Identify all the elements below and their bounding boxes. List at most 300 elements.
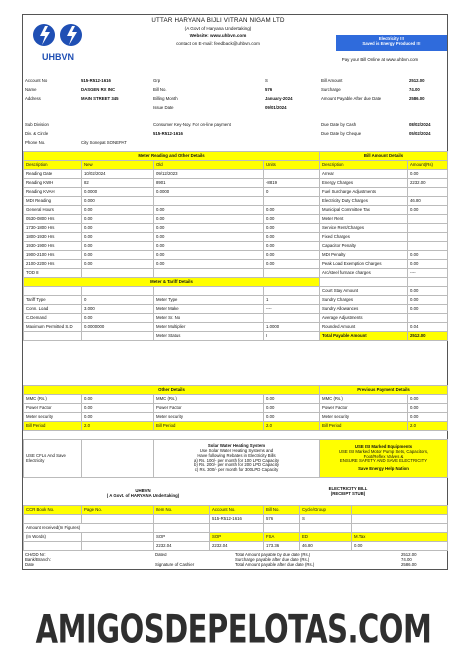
tariff-row	[24, 296, 448, 305]
account-row	[23, 104, 447, 113]
meter-row-cell: 8901	[154, 179, 264, 188]
other-row-cell: Meter security	[24, 413, 82, 422]
other-details-title: Other Details	[24, 386, 320, 395]
meter-row-cell	[82, 269, 154, 278]
other-row-cell: 0.00	[408, 413, 448, 422]
due-lines	[233, 553, 399, 568]
meter-row-cell: Fuel Surcharge Adjustments	[320, 188, 408, 197]
due-cash-label: Due Date by Cash	[321, 122, 357, 128]
charge-header: FSA	[264, 533, 300, 542]
other-row	[24, 413, 448, 422]
meter-row-cell	[408, 242, 448, 251]
meter-row-cell	[154, 197, 264, 206]
stub-footer-table	[23, 553, 447, 568]
due-value: 74.00	[401, 556, 412, 562]
charge-header: SOP	[210, 533, 264, 542]
stub-header-row	[24, 506, 448, 515]
meter-row-cell: Arrear	[320, 170, 408, 179]
stub-bill-value: 576	[264, 515, 300, 524]
sub-division-label: Sub Division	[25, 122, 49, 128]
consumer-key-value: 515-R512-1616	[153, 131, 183, 137]
tariff-row	[24, 332, 448, 341]
stub-amount-row	[24, 524, 448, 533]
tariff-row-cell: Average Adjustments	[320, 314, 408, 323]
other-row-cell: 0.00	[82, 395, 154, 404]
meter-row-cell: Reading Date	[24, 170, 82, 179]
other-row-cell: Power Factor	[154, 404, 264, 413]
meter-row-cell: Municipal Committee Tax	[320, 206, 408, 215]
solar-line: a) Rs. 100/- per month for 100 LPD Capacity	[193, 457, 280, 463]
meter-row-cell: 2232.00	[408, 179, 448, 188]
account-value: 515-R512-1616	[81, 78, 111, 84]
solar-notice	[154, 440, 320, 478]
tariff-row-cell: 2512.00	[408, 332, 448, 341]
meter-row-cell: 0.00	[408, 206, 448, 215]
meter-row-cell: 0.00	[154, 233, 264, 242]
meter-row-cell: 0.0000	[154, 188, 264, 197]
meter-row-cell: Capacitor Penalty	[320, 242, 408, 251]
empty-cell	[151, 139, 263, 148]
empty-cell	[154, 515, 210, 524]
empty-cell	[23, 104, 79, 113]
other-row-cell: 0.00	[408, 404, 448, 413]
tariff-row	[24, 323, 448, 332]
meter-row-cell: 0.00	[264, 242, 320, 251]
other-details-table	[23, 385, 448, 431]
stub-col-header: Bill No.	[264, 506, 300, 515]
col-header: Description	[24, 161, 82, 170]
meter-row-cell: Electricity Duty Charges	[320, 197, 408, 206]
charge-value: 2232.04	[154, 542, 210, 551]
meter-row-cell: 0.00	[264, 206, 320, 215]
charge-value: 173.36	[264, 542, 300, 551]
bank-label: Bank/Branch:	[25, 556, 51, 562]
col-header: Old	[154, 161, 264, 170]
bill-section-title: Bill Amount Details	[320, 152, 448, 161]
tariff-row-cell: Sundry Allowances	[320, 305, 408, 314]
tariff-row-cell: Meter Multiplier	[154, 323, 264, 332]
meter-row-cell	[154, 269, 264, 278]
company-name: UTTAR HARYANA BIJLI VITRAN NIGAM LTD	[151, 17, 285, 24]
cashier-block	[153, 553, 233, 568]
due-line: Total Amount payable after due date (Rs.)	[235, 561, 315, 567]
other-row-cell: 2.0	[408, 422, 448, 431]
meter-row-cell: 0.00	[82, 233, 154, 242]
empty-cell	[407, 139, 447, 148]
charge-header: ED	[300, 533, 352, 542]
meter-row-cell: 0.00	[82, 251, 154, 260]
stub-col-header: Account No.	[210, 506, 264, 515]
other-row-cell: 0.00	[264, 404, 320, 413]
other-row-cell: 2.0	[264, 422, 320, 431]
due-values	[399, 553, 447, 568]
tariff-row-cell	[24, 332, 82, 341]
meter-row-cell: 0.0000	[82, 188, 154, 197]
meter-row-cell: Reading KWH	[24, 179, 82, 188]
other-row-cell: 2.0	[82, 422, 154, 431]
billing-month-value: January-2024	[265, 96, 293, 102]
meter-row-cell: 0.00	[82, 260, 154, 269]
other-row-cell: 0.00	[408, 395, 448, 404]
tariff-row-cell: 0.0000000	[82, 323, 154, 332]
tariff-row-cell: 0.00	[408, 287, 448, 296]
other-row-cell: MMC (Rs.)	[320, 395, 408, 404]
solar-title: Solar Water Heating System	[207, 442, 266, 448]
stub-receipt-sub: (RECEIPT STUB)	[330, 490, 366, 496]
payment-details	[23, 553, 153, 568]
meter-section-title: Meter Reading and Other Details	[24, 152, 320, 161]
meter-row-cell: 0.00	[408, 251, 448, 260]
meter-row-cell: 0.00	[264, 251, 320, 260]
stub-footer-row	[23, 553, 447, 568]
meter-row	[24, 242, 448, 251]
other-row-cell: 0.00	[82, 413, 154, 422]
meter-row-cell	[408, 188, 448, 197]
meter-row-cell: 0.00	[154, 206, 264, 215]
division-table	[23, 121, 447, 148]
after-due-value: 2586.00	[409, 96, 425, 102]
empty-cell	[263, 139, 319, 148]
tariff-row-cell: 0.04	[408, 323, 448, 332]
tariff-row-cell: 0.00	[82, 314, 154, 323]
meter-row-cell: 1900-2100 Hrs	[24, 251, 82, 260]
tariff-section-title: Meter & Tariff Details	[24, 278, 320, 287]
meter-row-cell: Peak Load Exemption Charges	[320, 260, 408, 269]
stub-receipt	[313, 487, 383, 497]
empty-cell	[352, 515, 448, 524]
meter-row-cell: General Hours	[24, 206, 82, 215]
cfl-notice: USE CFLs And Save Electricity	[24, 440, 82, 478]
division-row	[23, 139, 447, 148]
tariff-row-cell: 1	[264, 296, 320, 305]
tariff-row-cell: Meter Type	[154, 296, 264, 305]
charge-value: 2232.04	[210, 542, 264, 551]
meter-row-cell: 0.00	[264, 260, 320, 269]
isi-notice	[320, 440, 448, 478]
other-row-cell: Power Factor	[24, 404, 82, 413]
other-row-cell: Meter security	[154, 413, 264, 422]
meter-row-cell: 0.00	[82, 215, 154, 224]
meter-row-cell: Energy Charges	[320, 179, 408, 188]
meter-row-cell: Service Rent/Charges	[320, 224, 408, 233]
due-value: 2586.00	[401, 561, 417, 567]
empty-cell	[79, 121, 151, 130]
division-label: Div. & Circle	[25, 131, 49, 137]
billing-month-label: Billing Month	[153, 96, 178, 102]
dated-label: Dated	[155, 553, 167, 557]
banner-line-1: Electricity !!!	[378, 36, 405, 41]
meter-row-cell: 0.00	[408, 260, 448, 269]
isi-line: USE ISI Marked Motor Pump Sets, Capacitors,	[338, 448, 429, 454]
amount-received-label: Amount received(In Figures)	[24, 524, 154, 533]
meter-row-cell: 0.00	[408, 170, 448, 179]
isi-title: USE ISI Marked Equipments	[354, 443, 413, 449]
meter-row-cell: TOD 8	[24, 269, 82, 278]
stub-org	[73, 489, 213, 499]
banner-line-2: Saved is Energy Produced !!!	[362, 40, 421, 46]
contact-text: contact on E-mail: feedback@uhbvn.com	[176, 40, 260, 46]
stub-col-header: Item No.	[154, 506, 210, 515]
meter-row-cell: Fixed Charges	[320, 233, 408, 242]
meter-row	[24, 224, 448, 233]
empty-cell	[352, 524, 448, 533]
other-row-cell: Meter security	[320, 413, 408, 422]
meter-row-cell	[408, 233, 448, 242]
helpline-text: Save Energy Help Nation	[358, 466, 409, 472]
meter-row-cell	[264, 269, 320, 278]
meter-row	[24, 260, 448, 269]
in-words-label: (In Words)	[24, 533, 82, 542]
tariff-row-cell: 0.00	[408, 305, 448, 314]
other-row-cell: MMC (Rs.)	[24, 395, 82, 404]
tariff-row-cell: 0	[82, 296, 154, 305]
account-label: Account No	[25, 78, 48, 84]
due-line: Total Amount payable by due date (Rs.)	[235, 553, 311, 558]
empty-cell	[319, 139, 407, 148]
meter-row	[24, 269, 448, 278]
tariff-row	[24, 287, 448, 296]
meter-row-cell: Reading KVAH	[24, 188, 82, 197]
notices-table	[23, 439, 448, 478]
tariff-row-cell: Court Stay Amount	[320, 287, 408, 296]
account-row	[23, 95, 447, 104]
after-due-label: Amount Payable After due Date	[321, 96, 382, 102]
issue-date-label: Issue Date	[153, 105, 174, 111]
empty-cell	[24, 542, 82, 551]
pay-online-note: Pay your Bill Online at www.uhbvn.com	[341, 57, 419, 62]
meter-row-cell: 0.00	[154, 224, 264, 233]
meter-row-cell: Meter Rent	[320, 215, 408, 224]
due-cheque-value: 05/02/2024	[409, 131, 431, 137]
empty-cell	[210, 524, 264, 533]
empty-cell	[82, 542, 154, 551]
other-row-cell: Bill Period	[320, 422, 408, 431]
stub-cycle-value: S	[300, 515, 352, 524]
tariff-row-cell: Meter Sr. No	[154, 314, 264, 323]
meter-row-cell: 46.80	[408, 197, 448, 206]
meter-row-cell: 2100-2200 Hrs	[24, 260, 82, 269]
solar-line: b) Rs. 200/- per month for 200 LPD Capacity	[193, 462, 280, 468]
name-value: DASGEN RX INC	[81, 87, 116, 93]
tariff-row-cell	[264, 287, 320, 296]
issue-date-value: 09/01/2024	[265, 105, 287, 111]
meter-row-cell: 0.00	[82, 224, 154, 233]
tariff-row-cell: 1.0000	[264, 323, 320, 332]
meter-row-cell: 0.00	[82, 242, 154, 251]
other-row-cell: 0.00	[264, 413, 320, 422]
save-energy-banner	[336, 35, 447, 51]
due-cash-value: 08/02/2024	[409, 122, 431, 128]
tariff-row-cell: Total Payable Amount	[320, 332, 408, 341]
meter-row	[24, 170, 448, 179]
stub-col-header	[352, 506, 448, 515]
empty-cell	[263, 130, 319, 139]
tariff-row-cell	[82, 332, 154, 341]
empty-cell	[82, 440, 154, 478]
account-row	[23, 86, 447, 95]
meter-row-cell: 0530-0800 Hrs	[24, 215, 82, 224]
meter-row-cell	[264, 197, 320, 206]
empty-cell	[408, 278, 448, 287]
address-label: Address	[25, 96, 41, 102]
other-row-cell: MMC (Rs.)	[154, 395, 264, 404]
tariff-row-cell	[408, 314, 448, 323]
tariff-row-cell	[24, 287, 82, 296]
solar-line: Use Solar Water Heating Systems and	[199, 447, 274, 453]
meter-row-cell: MDI Reading	[24, 197, 82, 206]
other-row	[24, 395, 448, 404]
isi-line: Foot/Reflex Valves &	[363, 453, 404, 459]
due-cheque-label: Due Date by Cheque	[321, 131, 362, 137]
charge-header: M.Tax	[352, 533, 448, 542]
tariff-row-cell: Meter Make	[154, 305, 264, 314]
tariff-row	[24, 314, 448, 323]
meter-row-cell: 1930-1900 Hrs	[24, 242, 82, 251]
account-row	[23, 77, 447, 86]
empty-cell	[82, 515, 154, 524]
col-header: New	[82, 161, 154, 170]
stub-org-name: UHBVN	[135, 488, 151, 493]
meter-row-cell: -8819	[264, 179, 320, 188]
bill-no-label: Bill No.	[153, 87, 167, 93]
meter-row	[24, 233, 448, 242]
charge-value: 46.80	[300, 542, 352, 551]
tariff-row-cell: I	[264, 332, 320, 341]
meter-row	[24, 188, 448, 197]
meter-row-cell: 0.00	[264, 224, 320, 233]
tariff-row-cell: Rounded Amount	[320, 323, 408, 332]
company-subtitle: (A Govt of Haryana Undertaking)	[184, 26, 252, 32]
empty-cell	[407, 104, 447, 113]
bill-amount-value: 2512.00	[409, 78, 425, 84]
col-header: Description	[320, 161, 408, 170]
tariff-row-cell: 0.00	[408, 296, 448, 305]
division-row	[23, 121, 447, 130]
tariff-row-cell: Tariff Type	[24, 296, 82, 305]
meter-row-cell: 82	[82, 179, 154, 188]
division-row	[23, 130, 447, 139]
meter-row-cell: 0.00	[154, 242, 264, 251]
empty-cell	[24, 515, 82, 524]
stub-header	[23, 487, 447, 505]
meter-row-cell: Arc/steel furnace charges	[320, 269, 408, 278]
date-label: Date	[25, 561, 35, 567]
isi-line: ENSURE SAFETY AND SAVE ELECTRICITY	[339, 458, 428, 464]
tariff-row-cell: ----	[264, 305, 320, 314]
city-value: City Sonepat SONEPAT	[81, 140, 127, 146]
tariff-row-cell: Maximum Permitted S.D	[24, 323, 82, 332]
tariff-row-cell: 3.000	[82, 305, 154, 314]
website-text: Website: www.uhbvn.com	[189, 33, 247, 39]
surcharge-value: 74.00	[409, 87, 420, 93]
meter-row-cell: 1730-1800 Hrs	[24, 224, 82, 233]
svg-text:UHBVN: UHBVN	[41, 52, 75, 62]
chq-label: CH/DD Nr:	[25, 553, 46, 558]
other-row-cell: 0.00	[264, 395, 320, 404]
tariff-row-cell: Sundry Charges	[320, 296, 408, 305]
meter-row-cell: 09/12/2023	[154, 170, 264, 179]
meter-row	[24, 179, 448, 188]
other-row-cell: Bill Period	[154, 422, 264, 431]
tariff-row-cell: Meter Status	[154, 332, 264, 341]
bill-no-value: 576	[265, 87, 273, 93]
empty-cell	[79, 130, 151, 139]
address-value: MAIN STREET 345	[81, 96, 119, 102]
previous-payment-title: Previous Payment Details	[320, 386, 448, 395]
stub-charge-values-row	[24, 542, 448, 551]
meter-row-cell: 0.00	[154, 215, 264, 224]
meter-row	[24, 215, 448, 224]
tariff-row-cell	[154, 287, 264, 296]
name-label: Name	[25, 87, 37, 93]
meter-row-cell	[264, 170, 320, 179]
empty-cell	[300, 524, 352, 533]
meter-row-cell: 0.00	[154, 251, 264, 260]
due-line: Surcharge payable after due date (Rs.)	[235, 556, 310, 562]
meter-row-cell: MDI Penalty	[320, 251, 408, 260]
uhbvn-logo-icon	[29, 19, 87, 63]
meter-row-cell: 1800-1930 Hrs	[24, 233, 82, 242]
bill-amount-label: Bill Amount	[321, 78, 343, 84]
meter-row-cell: 0.00	[82, 206, 154, 215]
empty-cell	[264, 524, 300, 533]
group-label: Grp	[153, 78, 161, 84]
solar-line: Have following Rebates in Electricity Bills	[197, 452, 276, 458]
stub-col-header: Cycle/Group	[300, 506, 352, 515]
consumer-key-label: Consumer Key-Noy. For on-line payment	[153, 122, 231, 128]
empty-cell	[82, 533, 154, 542]
meter-reading-table	[23, 151, 448, 341]
tariff-row	[24, 305, 448, 314]
stub-col-header: CCR Book No.	[24, 506, 82, 515]
charge-value: 0.00	[352, 542, 448, 551]
other-row-cell: 0.00	[82, 404, 154, 413]
stub-account-value: 515-R512-1616	[210, 515, 264, 524]
electricity-bill	[22, 14, 448, 570]
other-row	[24, 404, 448, 413]
watermark-text: AMIGOSDEPELOTAS.COM	[35, 606, 432, 652]
empty-cell	[319, 104, 407, 113]
meter-row	[24, 197, 448, 206]
tariff-row-cell	[264, 314, 320, 323]
meter-row-cell: 0.00	[264, 233, 320, 242]
tariff-row-cell	[82, 287, 154, 296]
tariff-row-cell: C.Demand	[24, 314, 82, 323]
meter-row-cell: 0.00	[154, 260, 264, 269]
col-header: Units	[264, 161, 320, 170]
meter-row-cell	[408, 215, 448, 224]
col-header: Amount(Rs)	[408, 161, 448, 170]
stub-receipt-title: ELECTRICITY BILL	[328, 486, 368, 491]
account-table	[23, 77, 447, 113]
empty-cell	[154, 524, 210, 533]
empty-cell	[79, 104, 151, 113]
group-value: S	[265, 78, 268, 84]
other-row	[24, 422, 448, 431]
stub-col-header: Page No.	[82, 506, 154, 515]
meter-row	[24, 206, 448, 215]
meter-row-cell: ----	[408, 269, 448, 278]
phone-label: Phone No.	[25, 140, 46, 146]
stub-org-sub: ( A Govt. of HARYANA Undertaking)	[106, 492, 180, 498]
stub-table	[23, 505, 448, 551]
charge-header: SOP	[154, 533, 210, 542]
tariff-row-cell: Conn. Load	[24, 305, 82, 314]
meter-row-cell: 10/02/2024	[82, 170, 154, 179]
meter-row-cell: 0.00	[264, 215, 320, 224]
empty-cell	[263, 121, 319, 130]
other-row-cell: Power Factor	[320, 404, 408, 413]
